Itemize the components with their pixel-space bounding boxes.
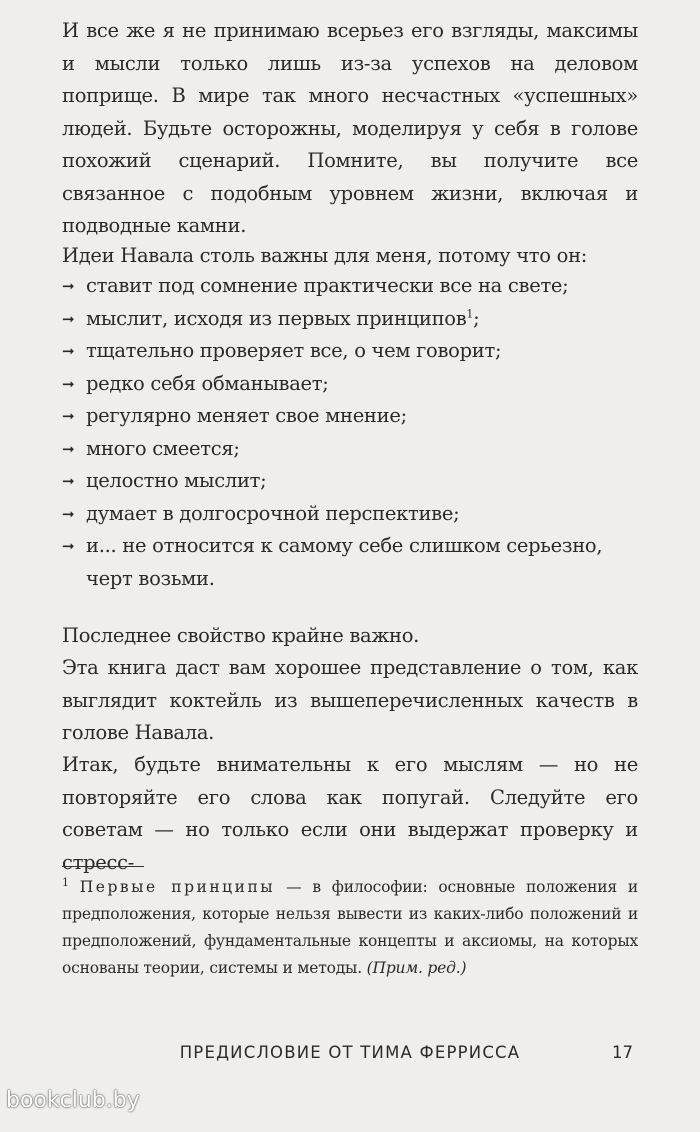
footnote-divider [62, 866, 144, 867]
footnote-number: 1 [62, 875, 69, 889]
list-item: ➞ редко себя обманывает; [62, 368, 638, 401]
running-footer: ПРЕДИСЛОВИЕ ОТ ТИМА ФЕРРИССА [179, 1043, 521, 1062]
list-item: ➞ тщательно проверяет все, о чем говорит; [62, 335, 638, 368]
arrow-icon: ➞ [62, 277, 75, 295]
list-item: ➞ целостно мыслит; [62, 465, 638, 498]
paragraph-important: Последнее свойство крайне важно. [62, 624, 420, 647]
arrow-icon: ➞ [62, 374, 75, 393]
footnote-term: Первые принципы [79, 878, 276, 896]
arrow-icon: ➞ [62, 537, 75, 555]
list-item: ➞ много смеется; [62, 433, 638, 466]
list-item: ➞ регулярно меняет свое мнение; [62, 400, 638, 433]
arrow-icon: ➞ [62, 342, 75, 360]
arrow-icon: ➞ [62, 309, 75, 328]
arrow-icon: ➞ [62, 407, 75, 425]
footnote-text: — в философии: основные положения и предположения, которые нельзя вывести из каких-либо положений и предположений, фундаментальные концепты и аксиомы, на которых основаны теории, системы и методы. [62, 878, 638, 977]
arrow-icon: ➞ [62, 472, 75, 490]
list-item: ➞ и... не относится к самому себе слишком серьезно, черт возьми. [62, 530, 638, 595]
footnote [62, 874, 638, 982]
list-item: ➞ мыслит, исходя из первых принципов$^1$; [62, 303, 638, 336]
paragraph-list-lead: Идеи Навала столь важны для меня, потому что он: [62, 244, 588, 267]
paragraph-intro: И все же я не принимаю всерьез его взгляды, максимы и мысли только лишь из-за успехов на деловом поприще. В мире так много несчастных «успешных» людей. Будьте осторожны, моделируя у себя в голове похожий сценарий. Помните, вы получите все связанное с подобным уровнем жизни, включая и подводные камни. [62, 19, 638, 237]
footnote-ref: 1 [466, 307, 474, 320]
arrow-icon: ➞ [62, 504, 75, 523]
watermark: bookclub.by [6, 1088, 140, 1113]
arrow-icon: ➞ [62, 439, 75, 458]
qualities-list [62, 270, 638, 595]
page-number: 17 [612, 1043, 633, 1062]
list-item: ➞ ставит под сомнение практически все на свете; [62, 270, 638, 303]
list-item: ➞ думает в долгосрочной перспективе; [62, 498, 638, 531]
footnote-editor-note: (Прим. ред.) [366, 959, 467, 977]
paragraph-cocktail: Эта книга даст вам хорошее представление о том, как выглядит коктейль из вышеперечисленных качеств в голове Навала. [62, 656, 638, 744]
paragraph-advice: Итак, будьте внимательны к его мыслям — но не повторяйте его слова как попугай. Следуйте его советам — но только если они выдержат проверку и стресс- [62, 753, 638, 874]
